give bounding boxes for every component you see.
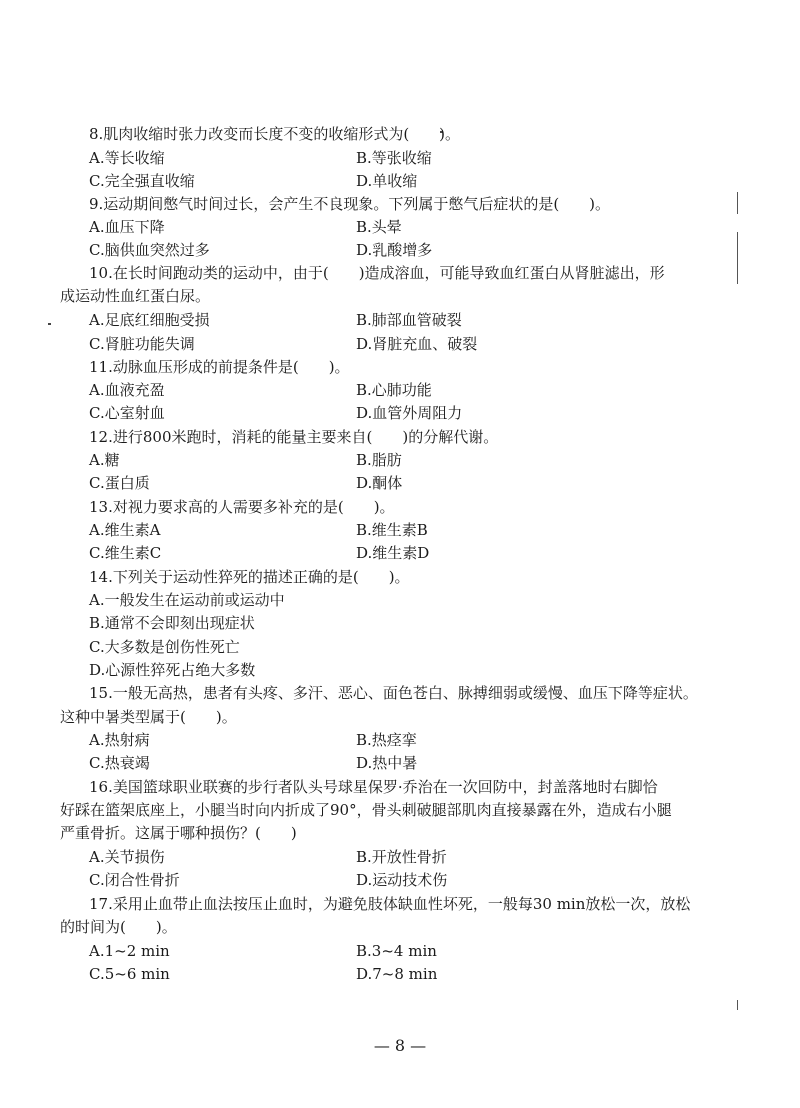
option-8-d: D.单收缩 <box>356 172 418 190</box>
option-14-a: A.一般发生在运动前或运动中 <box>89 591 285 609</box>
option-10-d: D.肾脏充血、破裂 <box>356 335 478 353</box>
question-stem-line: 成运动性血红蛋白尿。 <box>60 287 211 305</box>
option-16-a: A.关节损伤 <box>89 848 165 866</box>
question-8-stem <box>89 123 460 146</box>
question-9-stem <box>89 193 610 216</box>
option-12-a: A.糖 <box>89 451 120 469</box>
option-9-a: A.血压下降 <box>89 218 165 236</box>
question-stem-line: 12.进行800米跑时，消耗的能量主要来自( )的分解代谢。 <box>89 428 499 446</box>
question-17-stem <box>89 893 690 916</box>
option-11-b: B.心肺功能 <box>356 381 432 399</box>
option-14-d: D.心源性猝死占绝大多数 <box>89 661 256 679</box>
option-12-c: C.蛋白质 <box>89 474 150 492</box>
question-15-stem-cont <box>60 706 237 729</box>
question-stem-line: 14.下列关于运动性猝死的描述正确的是( )。 <box>89 568 410 586</box>
question-stem-line: 16.美国篮球职业联赛的步行者队头号球星保罗·乔治在一次回防中，封盖落地时右脚恰 <box>89 778 658 796</box>
question-stem-line: 17.采用止血带止血法按压止血时，为避免肢体缺血性坏死，一般每30 min放松一次，放松 <box>89 895 691 913</box>
option-12-d: D.酮体 <box>356 474 403 492</box>
option-16-b: B.开放性骨折 <box>356 848 447 866</box>
option-14-c: C.大多数是创伤性死亡 <box>89 638 240 656</box>
option-16-c: C.闭合性骨折 <box>89 871 180 889</box>
question-16-stem-cont <box>60 799 672 845</box>
page-number: — 8 — <box>373 1036 427 1055</box>
option-17-c: C.5~6 min <box>89 965 170 983</box>
scan-margin-line <box>737 1000 738 1010</box>
option-9-c: C.脑供血突然过多 <box>89 241 210 259</box>
question-stem-line: 严重骨折。这属于哪种损伤？( ) <box>60 824 297 842</box>
scan-margin-line <box>737 232 738 284</box>
option-13-a: A.维生素A <box>89 521 161 539</box>
option-15-b: B.热痉挛 <box>356 731 417 749</box>
question-14-stem <box>89 566 410 589</box>
option-12-b: B.脂肪 <box>356 451 402 469</box>
question-16-stem <box>89 776 658 799</box>
option-9-d: D.乳酸增多 <box>356 241 433 259</box>
question-stem-line: 的时间为( )。 <box>60 918 177 936</box>
option-15-c: C.热衰竭 <box>89 754 150 772</box>
option-10-b: B.肺部血管破裂 <box>356 311 462 329</box>
question-10-stem <box>89 262 665 285</box>
option-11-c: C.心室射血 <box>89 404 165 422</box>
option-10-a: A.足底红细胞受损 <box>89 311 210 329</box>
option-17-a: A.1~2 min <box>89 942 170 960</box>
question-10-stem-cont <box>60 285 210 308</box>
option-17-b: B.3~4 min <box>356 942 437 960</box>
question-11-stem <box>89 356 350 379</box>
option-10-c: C.肾脏功能失调 <box>89 335 195 353</box>
option-11-d: D.血管外周阻力 <box>356 404 463 422</box>
option-15-a: A.热射病 <box>89 731 150 749</box>
question-stem-line: 9.运动期间憋气时间过长，会产生不良现象。下列属于憋气后症状的是( )。 <box>89 195 611 213</box>
question-stem-line: 8.肌肉收缩时张力改变而长度不变的收缩形式为( )。 <box>89 125 461 143</box>
option-11-a: A.血液充盈 <box>89 381 165 399</box>
scan-dot <box>48 323 51 325</box>
option-13-d: D.维生素D <box>356 544 430 562</box>
scan-margin-line <box>737 192 738 214</box>
option-16-d: D.运动技术伤 <box>356 871 448 889</box>
option-8-c: C.完全强直收缩 <box>89 172 195 190</box>
option-14-b: B.通常不会即刻出现症状 <box>89 614 255 632</box>
option-8-b: B.等张收缩 <box>356 149 432 167</box>
question-stem-line: 这种中暑类型属于( )。 <box>60 708 237 726</box>
question-12-stem <box>89 426 498 449</box>
question-stem-line: 13.对视力要求高的人需要多补充的是( )。 <box>89 498 395 516</box>
option-15-d: D.热中暑 <box>356 754 418 772</box>
option-9-b: B.头晕 <box>356 218 402 236</box>
question-stem-line: 10.在长时间跑动类的运动中，由于( )造成溶血，可能导致血红蛋白从肾脏滤出，形 <box>89 264 665 282</box>
question-13-stem <box>89 496 395 519</box>
question-17-stem-cont <box>60 916 177 939</box>
option-8-a: A.等长收缩 <box>89 149 165 167</box>
question-15-stem <box>89 682 698 705</box>
option-13-c: C.维生素C <box>89 544 162 562</box>
question-stem-line: 15.一般无高热，患者有头疼、多汗、恶心、面色苍白、脉搏细弱或缓慢、血压下降等症状。 <box>89 684 698 702</box>
option-17-d: D.7~8 min <box>356 965 438 983</box>
question-stem-line: 11.动脉血压形成的前提条件是( )。 <box>89 358 350 376</box>
option-13-b: B.维生素B <box>356 521 428 539</box>
question-stem-line: 好踩在篮架底座上，小腿当时向内折成了90°，骨头刺破腿部肌肉直接暴露在外，造成右小腿 <box>60 801 672 819</box>
